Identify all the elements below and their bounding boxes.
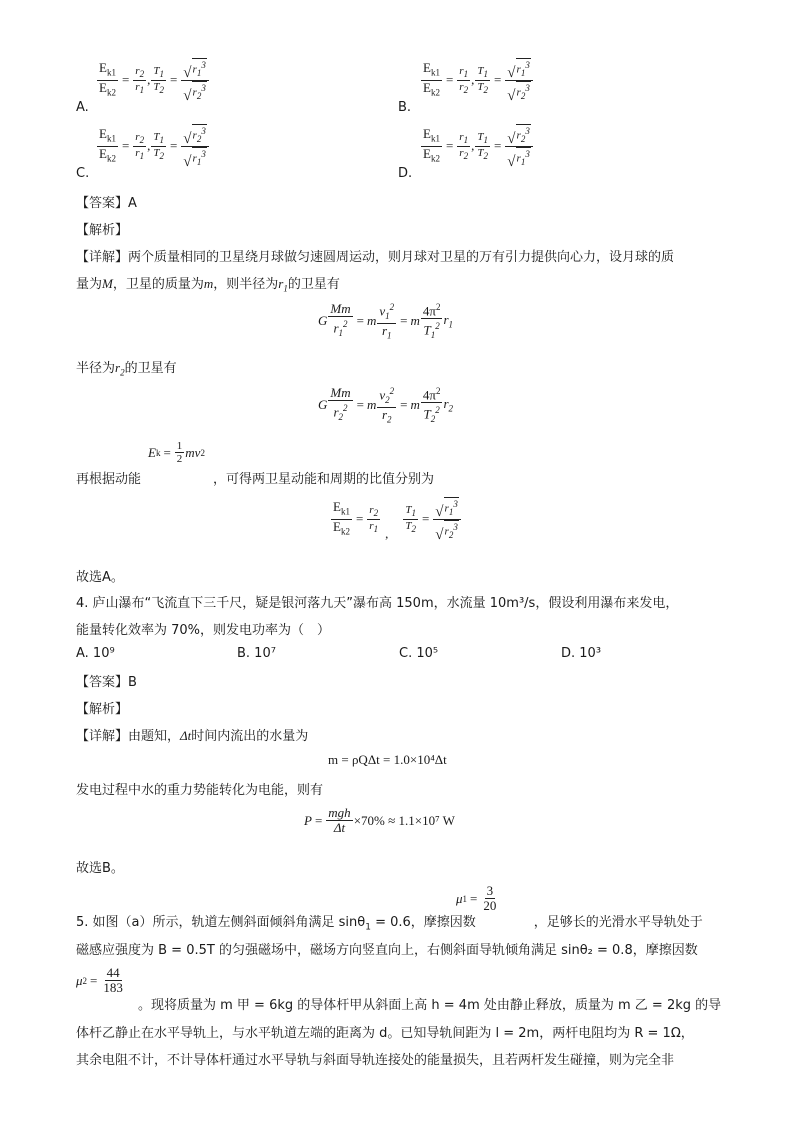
q4-option-c: C. 10⁵ xyxy=(399,646,439,661)
mu2-formula: μ 2 = $\frac{44}{183}$ xyxy=(76,965,123,995)
q4-answer-label: 【答案】 xyxy=(76,675,129,690)
q4-answer-value: B xyxy=(128,675,137,690)
symbol-m: m xyxy=(203,276,214,291)
symbol-M: M xyxy=(102,276,113,291)
conclusion-q3: 故选A。 xyxy=(76,570,124,585)
ek-text-b: ，可得两卫星动能和周期的比值分别为 xyxy=(213,472,435,487)
mu2-denominator: 183 xyxy=(103,980,123,995)
r2-text-b: 的卫星有 xyxy=(124,361,177,376)
mu1-formula: μ 1 = $\frac{3}{20}$ xyxy=(456,883,497,913)
option-d-formula: $\frac{E_{k1}}{E_{k2}}$ = $\frac{r_1}{r_2}$ , $\frac{T_1}{T_2}$ = √ $r_2^3$ √ $r_1^3$ xyxy=(420,124,534,169)
mu1-denominator: 20 xyxy=(483,898,497,913)
detail-text-2a: 量为 xyxy=(76,277,103,292)
q5-line-1c: ，足够长的光滑水平导轨处于 xyxy=(533,915,703,930)
q4-option-a: A. 10⁹ xyxy=(76,646,115,661)
analysis-label: 【解析】 xyxy=(76,223,129,238)
q5-line-5: 其余电阻不计，不计导体杆通过水平导轨与斜面导轨连接处的能量损失，且若两杆发生碰撞，则为完全非 xyxy=(76,1053,675,1068)
radius-r2-line xyxy=(76,357,177,378)
q4-detail-a: 由题知， xyxy=(128,729,181,744)
kinetic-energy-formula: E k = $\frac{1}{2}$ mv 2 xyxy=(148,440,205,465)
q5-line-2: 磁感应强度为 B = 0.5T 的匀强磁场中，磁场方向竖直向上，右侧斜面导轨倾角满足 sinθ₂ = 0.8，摩擦因数 xyxy=(76,943,698,958)
q4-analysis-label: 【解析】 xyxy=(76,702,129,717)
r2-text-a: 半径为 xyxy=(76,361,116,376)
detail-label: 【详解】 xyxy=(76,250,129,265)
q4-detail-label: 【详解】 xyxy=(76,729,129,744)
answer-value: A xyxy=(128,196,137,211)
detail-text-2d: 的卫星有 xyxy=(287,277,340,292)
ratio-results: $\frac{E_{k1}}{E_{k2}}$ = $\frac{r_2}{r_1}$ , $\frac{T_1}{T_2}$ = √ $r_1^3$ √ $r_2^3$ xyxy=(330,497,462,542)
gravity-equation-1: G $\frac{Mm}{r_1^2}$ = m $\frac{v_1^2}{r_1}$ = m $\frac{4\pi^2}{T_1^2}$ $r_1$ xyxy=(318,301,453,341)
detail-line-1 xyxy=(76,246,674,265)
option-c-label: C. xyxy=(76,166,90,181)
q4-option-b: B. 10⁷ xyxy=(237,646,276,661)
q4-mass-equation: m = ρQΔt = 1.0×10⁴Δt xyxy=(328,752,447,767)
kinetic-energy-line xyxy=(76,468,434,487)
q4-conclusion: 故选B。 xyxy=(76,861,124,876)
q4-stem-2: 能量转化效率为 70%，则发电功率为（ ） xyxy=(76,623,331,638)
q4-detail-line xyxy=(76,725,308,744)
detail-text-2b: ，卫星的质量为 xyxy=(112,277,204,292)
q4-power-tail: ×70% ≈ 1.1×10⁷ W xyxy=(353,812,455,828)
answer-label: 【答案】 xyxy=(76,196,129,211)
q4-stem-1: 4. 庐山瀑布“飞流直下三千尺，疑是银河落九天”瀑布高 150m，水流量 10m³/s，假设利用瀑布来发电， xyxy=(76,596,679,611)
q5-line-1: 5. 如图（a）所示，轨道左侧斜面倾斜角满足 sinθ$_1$ = 0.6，摩擦因数 ，足够长的光滑水平导轨处于 xyxy=(76,915,703,933)
option-a-label: A. xyxy=(76,100,89,115)
gravity-equation-2: G $\frac{Mm}{r_2^2}$ = m $\frac{v_2^2}{r_2}$ = m $\frac{4\pi^2}{T_2^2}$ $r_2$ xyxy=(318,385,453,425)
detail-text-1: 两个质量相同的卫星绕月球做匀速圆周运动，则月球对卫星的万有引力提供向心力，设月球的质 xyxy=(128,250,675,265)
q4-energy-line: 发电过程中水的重力势能转化为电能，则有 xyxy=(76,783,324,798)
mu1-numerator: 3 xyxy=(486,883,494,898)
option-c-formula: $\frac{E_{k1}}{E_{k2}}$ = $\frac{r_2}{r_1}$ , $\frac{T_1}{T_2}$ = √ $r_2^3$ √ $r_1^3$ xyxy=(96,124,210,169)
option-d-label: D. xyxy=(398,166,413,181)
option-b-label: B. xyxy=(398,100,412,115)
q4-power-equation: P = $\frac{\text{mgh}}{\Delta t}$ ×70% ≈ 1.1×10⁷ W xyxy=(304,805,455,835)
answer-line xyxy=(76,192,137,211)
detail-text-2c: ，则半径为 xyxy=(213,277,279,292)
q5-line-1a: 5. 如图（a）所示，轨道左侧斜面倾斜角满足 sinθ xyxy=(76,915,366,930)
symbol-r1: $r_1$ xyxy=(278,276,288,294)
q5-line-1b: = 0.6，摩擦因数 xyxy=(370,915,476,930)
q4-answer-line xyxy=(76,671,137,690)
symbol-r2: $r_2$ xyxy=(115,360,125,378)
detail-line-2 xyxy=(76,273,340,294)
symbol-dt: Δt xyxy=(180,728,192,743)
ek-text-a: 再根据动能 xyxy=(76,472,142,487)
mu2-numerator: 44 xyxy=(106,965,120,980)
q4-option-d: D. 10³ xyxy=(561,646,602,661)
q5-line-3: 。现将质量为 m 甲 = 6kg 的导体杆甲从斜面上高 h = 4m 处由静止释放，质量为 m 乙 = 2kg 的导 xyxy=(138,998,722,1013)
q4-detail-b: 时间内流出的水量为 xyxy=(191,729,309,744)
option-a-formula: $\frac{E_{k1}}{E_{k2}}$ = $\frac{r_2}{r_1}$ , $\frac{T_1}{T_2}$ = √ $r_1^3$ √ $r_2^3$ xyxy=(96,58,210,103)
option-b-formula: $\frac{E_{k1}}{E_{k2}}$ = $\frac{r_1}{r_2}$ , $\frac{T_1}{T_2}$ = √ $r_1^3$ √ $r_2^3$ xyxy=(420,58,534,103)
q5-line-4: 体杆乙静止在水平导轨上，与水平轨道左端的距离为 d。已知导轨间距为 l = 2m，两杆电阻均为 R = 1Ω， xyxy=(76,1026,694,1041)
